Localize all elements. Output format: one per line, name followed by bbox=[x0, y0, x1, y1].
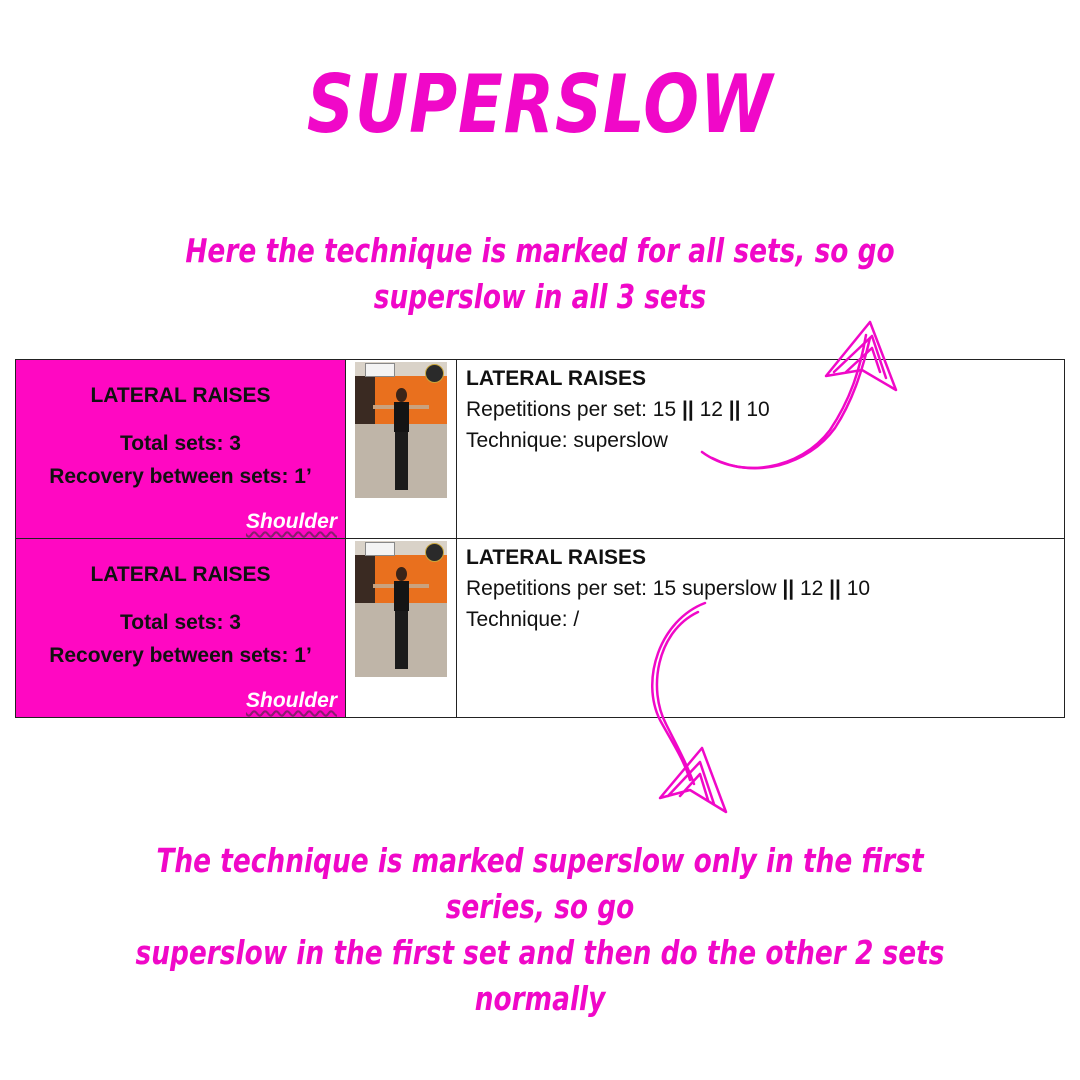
badge-icon bbox=[425, 543, 444, 562]
total-sets: Total sets: 3 bbox=[120, 432, 241, 455]
reps-text: Repetitions per set: 15 bbox=[466, 398, 682, 421]
detail-exercise-name: LATERAL RAISES bbox=[466, 546, 647, 569]
repetitions-line bbox=[466, 394, 1064, 425]
technique-line: Technique: superslow bbox=[466, 429, 668, 452]
total-sets: Total sets: 3 bbox=[120, 611, 241, 634]
separator: || bbox=[782, 577, 795, 600]
exercise-summary-cell bbox=[16, 360, 346, 539]
recovery-time: Recovery between sets: 1’ bbox=[49, 465, 312, 488]
separator: || bbox=[681, 398, 694, 421]
bottom-note-line: superslow in the first set and then do the other 2 sets normally bbox=[135, 933, 945, 1018]
exercise-name: LATERAL RAISES bbox=[90, 563, 271, 586]
separator: || bbox=[728, 398, 741, 421]
muscle-group: Shoulder bbox=[245, 510, 337, 533]
detail-exercise-name: LATERAL RAISES bbox=[466, 367, 647, 390]
rep-value: 12 bbox=[693, 398, 729, 421]
muscle-group: Shoulder bbox=[245, 689, 337, 712]
rep-value: 10 bbox=[840, 577, 871, 600]
exercise-summary-cell bbox=[16, 539, 346, 718]
top-note: Here the technique is marked for all sets, so go superslow in all 3 sets bbox=[185, 231, 895, 316]
reps-text: Repetitions per set: 15 superslow bbox=[466, 577, 783, 600]
repetitions-line bbox=[466, 573, 1064, 604]
bottom-note-line: The technique is marked superslow only in the first series, so go bbox=[156, 841, 924, 926]
exercise-photo bbox=[355, 362, 447, 498]
gym-logo bbox=[365, 542, 395, 556]
rep-value: 10 bbox=[740, 398, 770, 421]
workout-table bbox=[15, 359, 1065, 718]
technique-line: Technique: / bbox=[466, 608, 580, 631]
bottom-note bbox=[108, 838, 972, 1022]
exercise-detail-cell bbox=[457, 539, 1065, 718]
gym-logo bbox=[365, 363, 395, 377]
rep-value: 12 bbox=[794, 577, 830, 600]
badge-icon bbox=[425, 364, 444, 383]
arrowhead-down-icon bbox=[660, 748, 726, 812]
exercise-detail-cell bbox=[457, 360, 1065, 539]
exercise-photo bbox=[355, 541, 447, 677]
photo-cell bbox=[346, 539, 457, 718]
table-row bbox=[16, 360, 1065, 539]
exercise-name: LATERAL RAISES bbox=[90, 384, 271, 407]
recovery-time: Recovery between sets: 1’ bbox=[49, 644, 312, 667]
table-row bbox=[16, 539, 1065, 718]
photo-cell bbox=[346, 360, 457, 539]
separator: || bbox=[829, 577, 841, 600]
page-title: SUPERSLOW bbox=[306, 58, 774, 151]
